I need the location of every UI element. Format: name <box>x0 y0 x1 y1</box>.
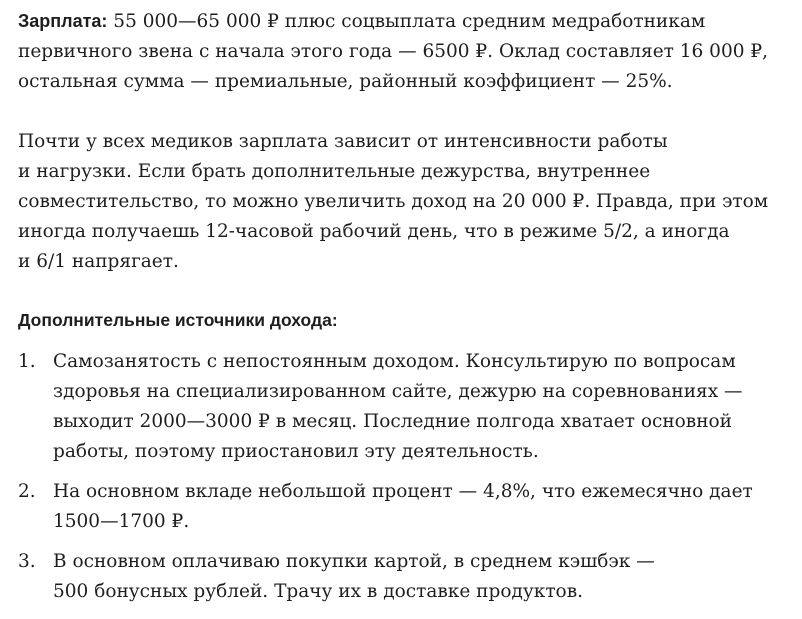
list-item-number: 2. <box>18 481 36 502</box>
workload-line-2: и нагрузки. Если брать дополнительные дежурства, внутреннее <box>18 161 651 182</box>
list-item-number: 1. <box>18 351 36 372</box>
salary-label: Зарплата: <box>18 11 108 31</box>
list-item-line: Самозанятость с непостоянным доходом. Консультирую по вопросам <box>53 351 736 372</box>
workload-line-5: и 6/1 напрягает. <box>18 251 179 272</box>
extra-income-list <box>18 347 788 607</box>
workload-line-4: иногда получаешь 12-часовой рабочий день, что в режиме 5/2, а иногда <box>18 221 730 242</box>
salary-line-3: остальная сумма — премиальные, районный коэффициент — 25%. <box>18 71 673 92</box>
list-item-line: выходит 2000—3000 ₽ в месяц. Последние полгода хватает основной <box>53 411 733 432</box>
workload-line-1: Почти у всех медиков зарплата зависит от интенсивности работы <box>18 131 668 152</box>
list-item-line: здоровья на специализированном сайте, дежурю на соревнованиях — <box>53 381 743 402</box>
article-body <box>18 6 788 607</box>
list-item-line: В основном оплачиваю покупки картой, в среднем кэшбэк — <box>53 551 655 572</box>
list-item-line: На основном вкладе небольшой процент — 4,8%, что ежемесячно дает <box>53 481 753 502</box>
list-item-line: 500 бонусных рублей. Трачу их в доставке продуктов. <box>53 581 583 602</box>
salary-paragraph <box>18 6 788 97</box>
list-item-line: работы, поэтому приостановил эту деятельность. <box>53 441 539 462</box>
workload-paragraph <box>18 127 788 277</box>
list-item <box>18 477 788 537</box>
list-item <box>18 347 788 467</box>
list-item <box>18 547 788 607</box>
salary-text-1: 55 000—65 000 ₽ плюс соцвыплата средним медработникам <box>107 11 706 32</box>
salary-line-1 <box>18 11 705 32</box>
list-item-number: 3. <box>18 551 36 572</box>
extra-income-heading: Дополнительные источники дохода: <box>18 310 338 330</box>
list-item-line: 1500—1700 ₽. <box>53 511 190 532</box>
salary-line-2: первичного звена с начала этого года — 6500 ₽. Оклад составляет 16 000 ₽, <box>18 41 769 62</box>
workload-line-3: совместительство, то можно увеличить доход на 20 000 ₽. Правда, при этом <box>18 191 769 212</box>
